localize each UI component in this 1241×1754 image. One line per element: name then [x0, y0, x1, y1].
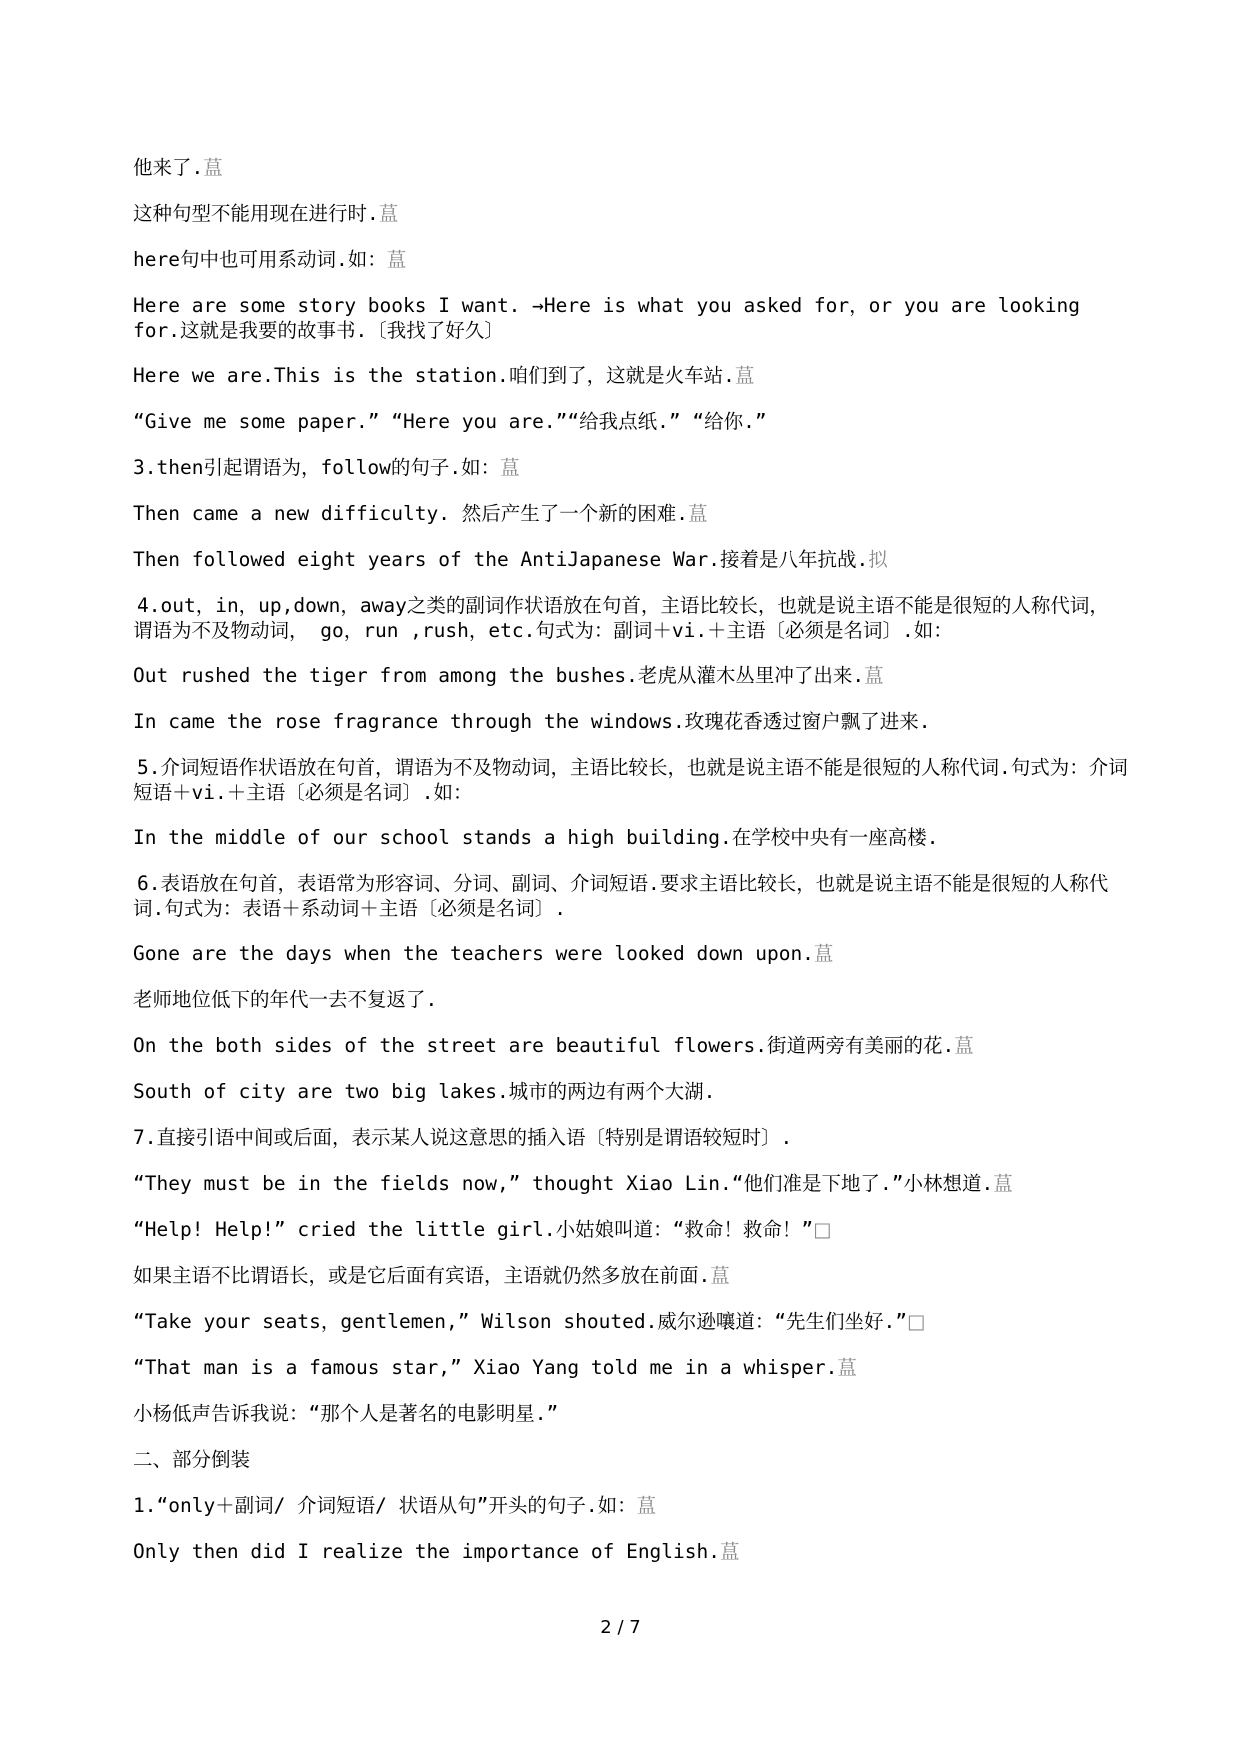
stray-glyph: 蒀 — [687, 502, 708, 525]
paragraph-2: here句中也可用系动词.如：蒀 — [133, 248, 407, 271]
document-body — [133, 155, 1128, 1585]
stray-glyph: 蒀 — [720, 1540, 740, 1563]
stray-glyph: 蒀 — [386, 248, 407, 271]
paragraph-23: “Take your seats，gentlemen,” Wilson shouted.威尔逊嚷道：“先生们坐好.”□ — [133, 1310, 926, 1333]
stray-glyph: 拟 — [868, 548, 888, 571]
paragraph-7: Then came a new difficulty. 然后产生了一个新的困难.蒀 — [133, 502, 708, 525]
stray-glyph: 蒀 — [813, 942, 834, 965]
paragraph-0: 他来了.蒀 — [133, 156, 223, 179]
stray-glyph: 蒀 — [203, 156, 223, 179]
paragraph-14: 6.表语放在句首，表语常为形容词、分词、副词、介词短语.要求主语比较长，也就是说主语不能是很短的人称代词.句式为：表语＋系动词＋主语〔必须是名词〕. — [133, 872, 1109, 920]
stray-glyph: 蒀 — [378, 202, 399, 225]
stray-glyph: □ — [813, 1218, 832, 1241]
paragraph-5: “Give me some paper.” “Here you are.”“给我点纸.” “给你.” — [133, 410, 767, 433]
paragraph-19: 7.直接引语中间或后面，表示某人说这意思的插入语〔特别是谓语较短时〕. — [133, 1126, 793, 1149]
paragraph-25: 小杨低声告诉我说：“那个人是著名的电影明星.” — [133, 1402, 559, 1425]
paragraph-10: Out rushed the tiger from among the bushes.老虎从灌木丛里冲了出来.蒀 — [133, 664, 884, 687]
paragraph-8: Then followed eight years of the AntiJapanese War.接着是八年抗战.拟 — [133, 548, 888, 571]
stray-glyph: □ — [907, 1310, 926, 1333]
stray-glyph: 蒀 — [500, 456, 520, 479]
paragraph-24: “That man is a famous star,” Xiao Yang told me in a whisper.蒀 — [133, 1356, 857, 1379]
paragraph-6: 3.then引起谓语为，follow的句子.如：蒀 — [133, 456, 520, 479]
section-heading: 二、部分倒装 — [133, 1448, 251, 1471]
stray-glyph: 蒀 — [636, 1494, 657, 1517]
stray-glyph: 蒀 — [734, 364, 755, 387]
paragraph-3: Here are some story books I want. →Here is what you asked for，or you are looking for.这就是我要的故事书.〔我找了好久〕 — [133, 294, 1080, 342]
stray-glyph: 蒀 — [954, 1034, 974, 1057]
paragraph-17: On the both sides of the street are beautiful flowers.街道两旁有美丽的花.蒀 — [133, 1034, 974, 1057]
stray-glyph: 蒀 — [993, 1172, 1013, 1195]
paragraph-12: 5.介词短语作状语放在句首，谓语为不及物动词，主语比较长，也就是说主语不能是很短的人称代词.句式为：介词短语＋vi.＋主语〔必须是名词〕.如： — [133, 756, 1128, 804]
paragraph-11: In came the rose fragrance through the windows.玫瑰花香透过窗户飘了进来. — [133, 710, 931, 733]
stray-glyph: 蒀 — [864, 664, 884, 687]
paragraph-20: “They must be in the fields now,” thought Xiao Lin.“他们准是下地了.”小林想道.蒀 — [133, 1172, 1013, 1195]
stray-glyph: 蒀 — [710, 1264, 730, 1287]
paragraph-18: South of city are two big lakes.城市的两边有两个大湖. — [133, 1080, 716, 1103]
paragraph-1: 这种句型不能用现在进行时.蒀 — [133, 202, 399, 225]
paragraph-21: “Help! Help!” cried the little girl.小姑娘叫道：“救命！救命！”□ — [133, 1218, 832, 1241]
paragraph-15: Gone are the days when the teachers were looked down upon.蒀 — [133, 942, 834, 965]
paragraph-16: 老师地位低下的年代一去不复返了. — [133, 988, 438, 1011]
page-number: 2 / 7 — [600, 1617, 641, 1638]
stray-glyph: 蒀 — [837, 1356, 857, 1379]
paragraph-4: Here we are.This is the station.咱们到了，这就是火车站.蒀 — [133, 364, 755, 387]
paragraph-28: Only then did I realize the importance of English.蒀 — [133, 1540, 740, 1563]
paragraph-13: In the middle of our school stands a high building.在学校中央有一座高楼. — [133, 826, 939, 849]
paragraph-22: 如果主语不比谓语长，或是它后面有宾语，主语就仍然多放在前面.蒀 — [133, 1264, 730, 1287]
paragraph-27: 1.“only＋副词/ 介词短语/ 状语从句”开头的句子.如：蒀 — [133, 1494, 657, 1517]
paragraph-9: 4.out，in，up,down，away之类的副词作状语放在句首，主语比较长，也就是说主语不能是很短的人称代词，谓语为不及物动词， go，run ,rush，etc.句式为：副词＋vi.＋主语〔必须是名词〕.如： — [133, 594, 1109, 642]
